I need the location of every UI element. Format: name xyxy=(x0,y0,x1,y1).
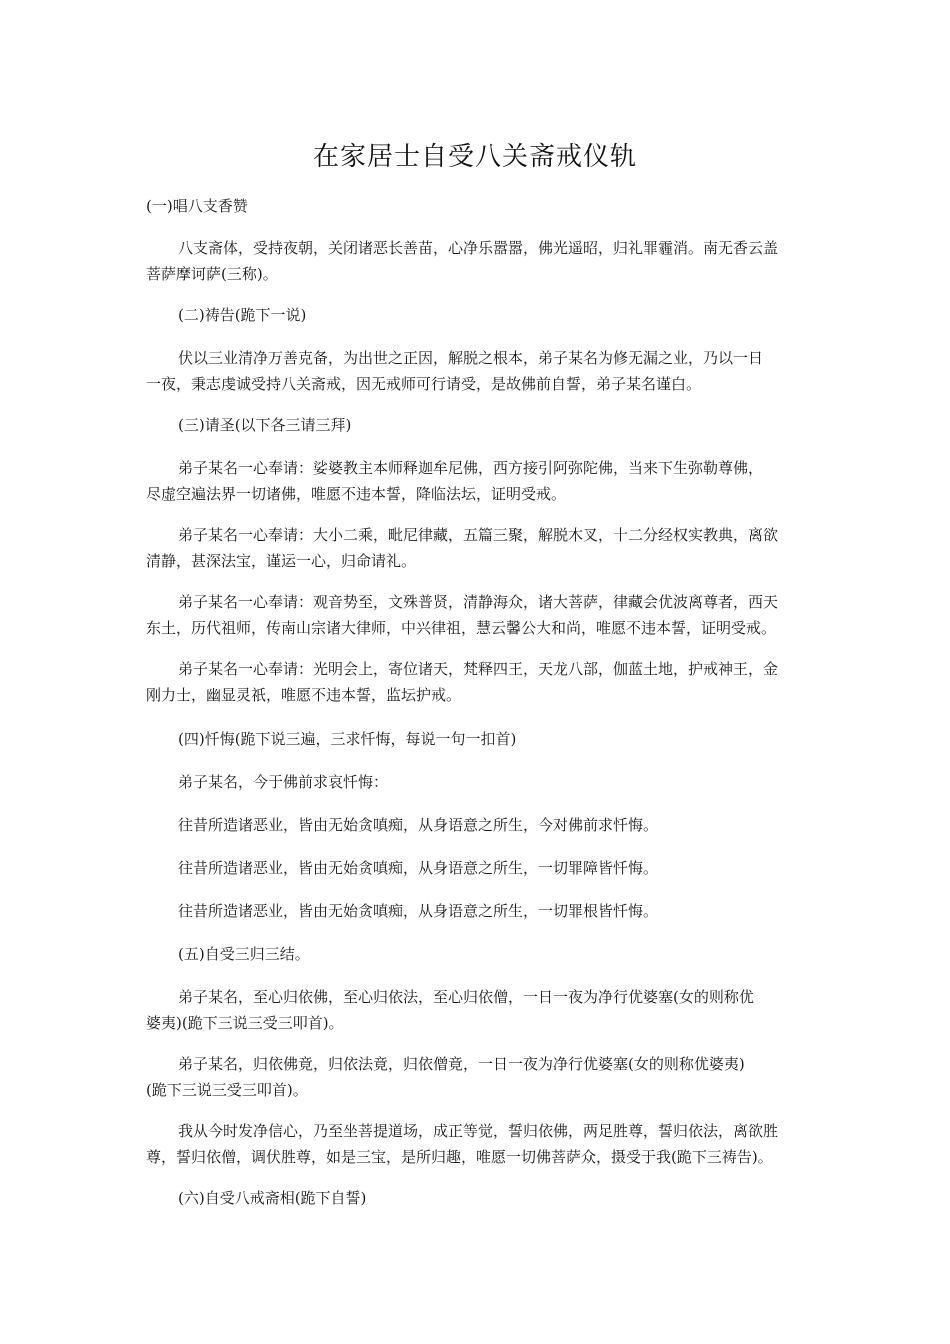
text-line: 我从今时发净信心，乃至坐菩提道场，成正等觉，誓归依佛，两足胜尊，誓归依法，离欲胜 xyxy=(178,1122,779,1140)
section-heading xyxy=(146,302,808,328)
paragraph xyxy=(146,898,808,924)
text-line: (跪下三说三受三叩首)。 xyxy=(146,1081,308,1099)
text-line: 东土，历代祖师，传南山宗诸大律师，中兴律祖，慧云馨公大和尚，唯愿不违本誓，证明受戒。 xyxy=(146,619,777,637)
text-line: 刚力士，幽显灵祇，唯愿不违本誓，监坛护戒。 xyxy=(146,686,462,704)
paragraph xyxy=(146,769,808,795)
text-line: 清静，甚深法宝，谨运一心，归命请礼。 xyxy=(146,552,417,570)
section-heading xyxy=(146,726,808,752)
text-line: 弟子某名一心奉请：观音势至，文殊普贤，清静海众，诸大菩萨，律藏会优波离尊者，西天 xyxy=(178,593,779,611)
text-line: 婆夷)(跪下三说三受三叩首)。 xyxy=(146,1014,344,1032)
paragraph xyxy=(146,235,808,287)
paragraph xyxy=(146,522,808,574)
text-line: 弟子某名一心奉请：大小二乘，毗尼律藏，五篇三聚，解脱木叉，十二分经权实教典，离欲 xyxy=(178,526,779,544)
paragraph xyxy=(146,656,808,708)
paragraph xyxy=(146,589,808,641)
text-line: 伏以三业清净万善克备，为出世之正因，解脱之根本，弟子某名为修无漏之业，乃以一日 xyxy=(178,349,764,367)
text-line: 弟子某名，今于佛前求哀忏悔： xyxy=(178,773,389,791)
paragraph xyxy=(146,455,808,507)
paragraph xyxy=(146,812,808,838)
text-line: 往昔所造诸恶业，皆由无始贪嗔痴，从身语意之所生，一切罪根皆忏悔。 xyxy=(178,902,659,920)
text-line: 往昔所造诸恶业，皆由无始贪嗔痴，从身语意之所生，一切罪障皆忏悔。 xyxy=(178,859,659,877)
text-line: 弟子某名一心奉请：光明会上，寄位诸天，梵释四王，天龙八部，伽蓝土地，护戒神王，金 xyxy=(178,660,779,678)
text-line: (三)请圣(以下各三请三拜) xyxy=(178,416,352,434)
text-line: 菩萨摩诃萨(三称)。 xyxy=(146,265,278,283)
text-line: 弟子某名，至心归依佛，至心归依法，至心归依僧，一日一夜为净行优婆塞(女的则称优 xyxy=(178,988,754,1006)
section-heading xyxy=(146,941,808,967)
text-line: 尽虚空遍法界一切诸佛，唯愿不违本誓，降临法坛，证明受戒。 xyxy=(146,485,567,503)
document-title: 在家居士自受八关斋戒仪轨 xyxy=(312,142,637,172)
text-line: 一夜，秉志虔诚受持八关斋戒，因无戒师可行请受，是故佛前自誓，弟子某名谨白。 xyxy=(146,375,702,393)
text-line: 尊，誓归依僧，调伏胜尊，如是三宝，是所归趣，唯愿一切佛菩萨众，摄受于我(跪下三祷告)。 xyxy=(146,1148,773,1166)
text-line: (五)自受三归三结。 xyxy=(178,945,310,963)
text-line: (二)祷告(跪下一说) xyxy=(178,306,307,324)
text-line: 八支斋体，受持夜朝，关闭诸恶长善苗，心净乐嚣嚣，佛光遥昭，归礼罪霾消。南无香云盖 xyxy=(178,239,779,257)
paragraph xyxy=(146,855,808,881)
section-heading xyxy=(146,1185,808,1211)
text-line: 往昔所造诸恶业，皆由无始贪嗔痴，从身语意之所生，今对佛前求忏悔。 xyxy=(178,816,659,834)
text-line: (四)忏悔(跪下说三遍，三求忏悔，每说一句一扣首) xyxy=(178,730,517,748)
section-heading xyxy=(146,193,808,219)
text-line: (六)自受八戒斋相(跪下自誓) xyxy=(178,1189,367,1207)
text-line: 弟子某名，归依佛竟，归依法竟，归依僧竟，一日一夜为净行优婆塞(女的则称优婆夷) xyxy=(178,1055,745,1073)
paragraph xyxy=(146,345,808,397)
text-line: 弟子某名一心奉请：娑婆教主本师释迦牟尼佛，西方接引阿弥陀佛，当来下生弥勒尊佛， xyxy=(178,459,764,477)
paragraph xyxy=(146,984,808,1036)
paragraph xyxy=(146,1118,808,1170)
text-line: (一)唱八支香赞 xyxy=(146,197,248,215)
paragraph xyxy=(146,1051,808,1103)
section-heading xyxy=(146,412,808,438)
